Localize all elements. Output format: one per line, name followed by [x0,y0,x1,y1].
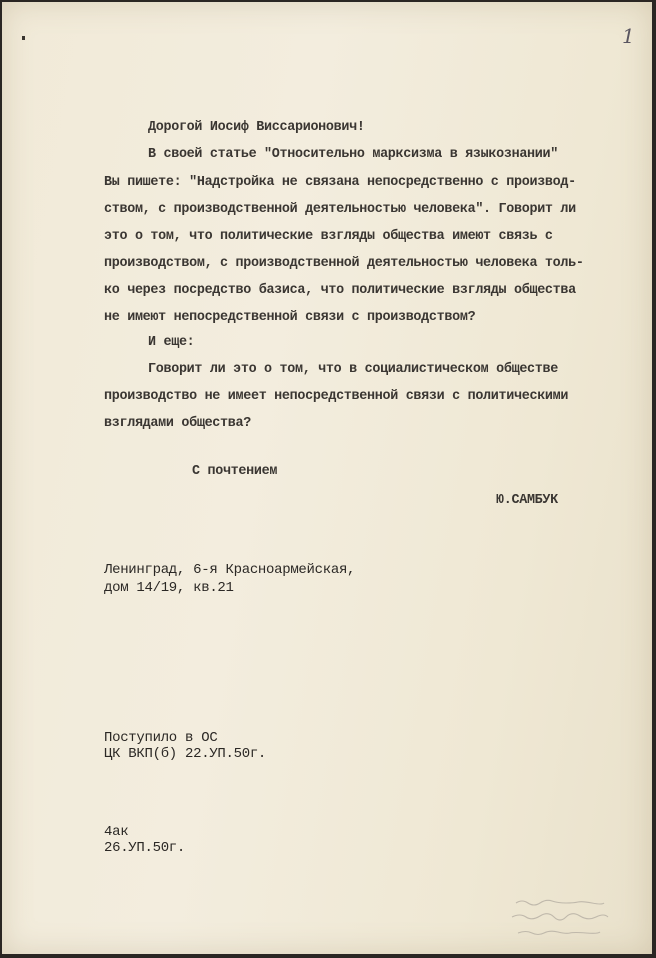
letter-line: не имеют непосредственной связи с производством? [104,310,476,325]
letter-line: Вы пишете: "Надстройка не связана непосредственно с производ- [104,175,576,190]
page-number: 1 [622,24,635,48]
letter-line: В своей статье "Относительно марксизма в языкознании" [148,147,558,162]
letter-line: ством, с производственной деятельностью человека". Говорит ли [104,202,576,217]
closing: С почтением [192,464,278,479]
faded-pencil-note [508,895,638,943]
letter-line: это о том, что политические взгляды общества имеют связь с [104,229,553,244]
received-stamp-line: Поступило в ОС [104,730,218,746]
and-also: И еще: [148,335,195,350]
registry-line: 4ак [104,824,129,840]
question-line: производство не имеет непосредственной связи с политическими [104,389,569,404]
letter-line: ко через посредство базиса, что политические взгляды общества [104,283,576,298]
signature: Ю.САМБУК [496,493,558,508]
address-line: Ленинград, 6-я Красноармейская, [104,562,356,578]
punch-mark [22,36,25,40]
received-stamp-line: ЦК ВКП(б) 22.УП.50г. [104,746,267,762]
question-line: Говорит ли это о том, что в социалистическом обществе [148,362,558,377]
document-page [2,2,652,954]
question-line: взглядами общества? [104,416,251,431]
address-line: дом 14/19, кв.21 [104,580,234,596]
letter-line: производством, с производственной деятельностью человека толь- [104,256,584,271]
greeting: Дорогой Иосиф Виссарионович! [148,120,365,135]
registry-line: 26.УП.50г. [104,840,186,856]
